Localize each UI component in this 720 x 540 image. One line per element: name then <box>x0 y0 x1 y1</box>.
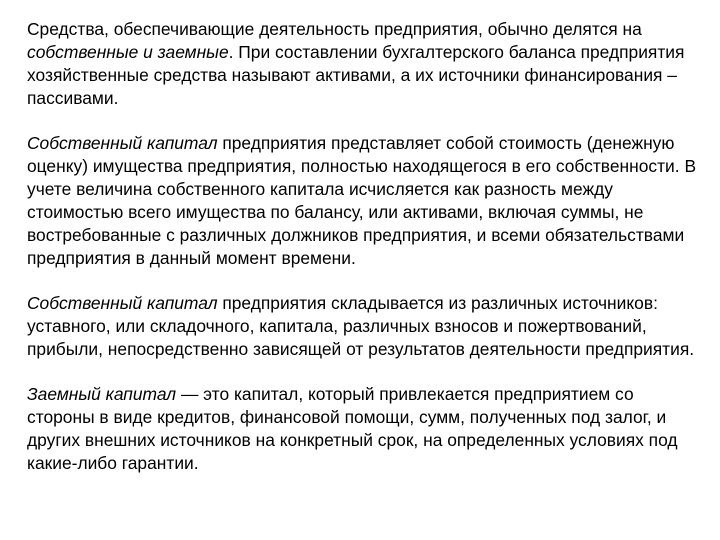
p3-text: предприятия складывается из различных источников: уставного, или складочного, капитала, различных взносов и пожертвований, прибыли, непосредственно зависящей от результатов деятельности предприятия. <box>27 293 695 359</box>
p2-text: предприятия представляет собой стоимость (денежную оценку) имущества предприятия, полностью находящегося в его собственности. В учете величина собственного капитала исчисляется как разность между стоимостью всего имущества по балансу, или активами, включая суммы, не востребованные с различных должников предприятия, и всеми обязательствами предприятия в данный момент времени. <box>27 133 697 268</box>
paragraph-borrowed-capital <box>27 383 698 475</box>
p1-text-1: Средства, обеспечивающие деятельность предприятия, обычно делятся на <box>27 19 642 39</box>
p4-text: — это капитал, который привлекается предприятием со стороны в виде кредитов, финансовой помощи, сумм, полученных под залог, и других внешних источников на конкретный срок, на определенных условиях под какие-либо гарантии. <box>27 384 678 473</box>
p2-term-equity: Собственный капитал <box>27 133 218 153</box>
p1-text-2: . При составлении бухгалтерского баланса предприятия хозяйственные средства называют активами, а их источники финансирования – пассивами. <box>27 42 685 108</box>
p3-term-equity: Собственный капитал <box>27 293 218 313</box>
paragraph-equity-definition <box>27 132 698 270</box>
paragraph-assets-liabilities <box>27 18 698 110</box>
paragraph-equity-sources <box>27 292 698 361</box>
p4-term-borrowed: Заемный капитал <box>27 384 177 404</box>
p1-term-own-and-borrowed: собственные и заемные <box>27 42 229 62</box>
